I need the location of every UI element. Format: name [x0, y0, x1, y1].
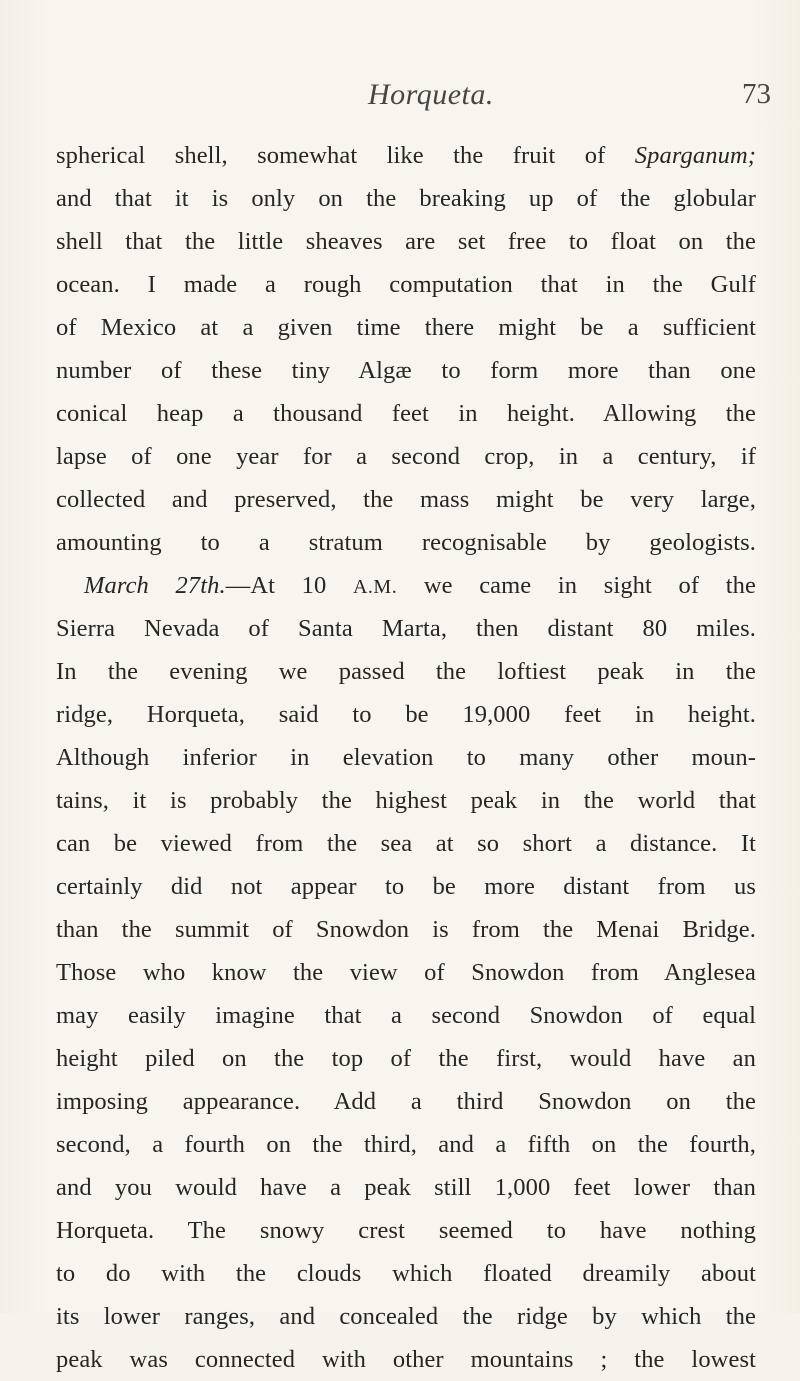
text-line [56, 1166, 756, 1209]
text-run: we came in sight of the [397, 572, 756, 599]
text-line [56, 865, 756, 908]
text-line [56, 392, 756, 435]
text-line [56, 349, 756, 392]
text-line [56, 951, 756, 994]
text-run: ridge, Horqueta, said to be 19,000 feet in height. [56, 701, 756, 728]
text-run: its lower ranges, and concealed the ridge by which the [56, 1303, 756, 1330]
text-run: —At 10 [225, 572, 353, 599]
text-run: conical heap a thousand feet in height. Allowing the [56, 400, 756, 427]
text-run: Although inferior in elevation to many other moun- [56, 744, 756, 771]
text-line [56, 177, 756, 220]
italic-run: Sparganum; [634, 142, 756, 169]
text-run: and that it is only on the breaking up of the globular [56, 185, 756, 212]
text-line [56, 779, 756, 822]
text-line [56, 521, 756, 564]
body-text [56, 134, 756, 1381]
text-line [56, 1338, 756, 1381]
page-number: 73 [742, 78, 771, 110]
text-run: collected and preserved, the mass might be very large, [56, 486, 756, 513]
text-run: certainly did not appear to be more distant from us [56, 873, 756, 900]
text-run: Those who know the view of Snowdon from Anglesea [56, 959, 756, 986]
text-run: tains, it is probably the highest peak in the world that [56, 787, 756, 814]
text-line [56, 306, 756, 349]
text-line [56, 1080, 756, 1123]
text-line [56, 607, 756, 650]
text-run: amounting to a stratum recognisable by geologists. [56, 529, 756, 556]
text-run: second, a fourth on the third, and a fifth on the fourth, [56, 1131, 756, 1158]
text-run: than the summit of Snowdon is from the Menai Bridge. [56, 916, 756, 943]
text-run: number of these tiny Algæ to form more than one [56, 357, 756, 384]
text-run: shell that the little sheaves are set free to float on the [56, 228, 756, 255]
text-run: ocean. I made a rough computation that in the Gulf [56, 271, 756, 298]
text-run: to do with the clouds which floated dreamily about [56, 1260, 756, 1287]
text-line [56, 908, 756, 951]
text-run: imposing appearance. Add a third Snowdon on the [56, 1088, 756, 1115]
italic-run: March 27th. [84, 572, 226, 599]
text-line [56, 220, 756, 263]
text-line [56, 564, 756, 607]
text-run: of Mexico at a given time there might be a sufficient [56, 314, 756, 341]
text-run: height piled on the top of the first, would have an [56, 1045, 756, 1072]
text-line [56, 1295, 756, 1338]
text-line [56, 478, 756, 521]
small-caps-run: A.M. [352, 576, 398, 598]
text-line [56, 435, 756, 478]
text-line [56, 994, 756, 1037]
text-run: peak was connected with other mountains ; the lowest [56, 1346, 756, 1373]
text-run: and you would have a peak still 1,000 feet lower than [56, 1174, 756, 1201]
text-run: In the evening we passed the loftiest peak in the [56, 658, 756, 685]
text-run: may easily imagine that a second Snowdon of equal [56, 1002, 756, 1029]
text-line [56, 1037, 756, 1080]
text-line [56, 1209, 756, 1252]
running-head [0, 78, 800, 118]
text-line [56, 650, 756, 693]
text-run: Sierra Nevada of Santa Marta, then distant 80 miles. [56, 615, 756, 642]
text-line [56, 1252, 756, 1295]
running-title: Horqueta. [368, 78, 494, 111]
text-line [56, 693, 756, 736]
text-line [56, 263, 756, 306]
text-run: can be viewed from the sea at so short a distance. It [56, 830, 756, 857]
text-run: spherical shell, somewhat like the fruit of [56, 142, 635, 169]
text-line [56, 134, 756, 177]
text-run: lapse of one year for a second crop, in a century, if [56, 443, 756, 470]
text-line [56, 736, 756, 779]
text-line [56, 1123, 756, 1166]
text-line [56, 822, 756, 865]
text-run: Horqueta. The snowy crest seemed to have nothing [56, 1217, 756, 1244]
